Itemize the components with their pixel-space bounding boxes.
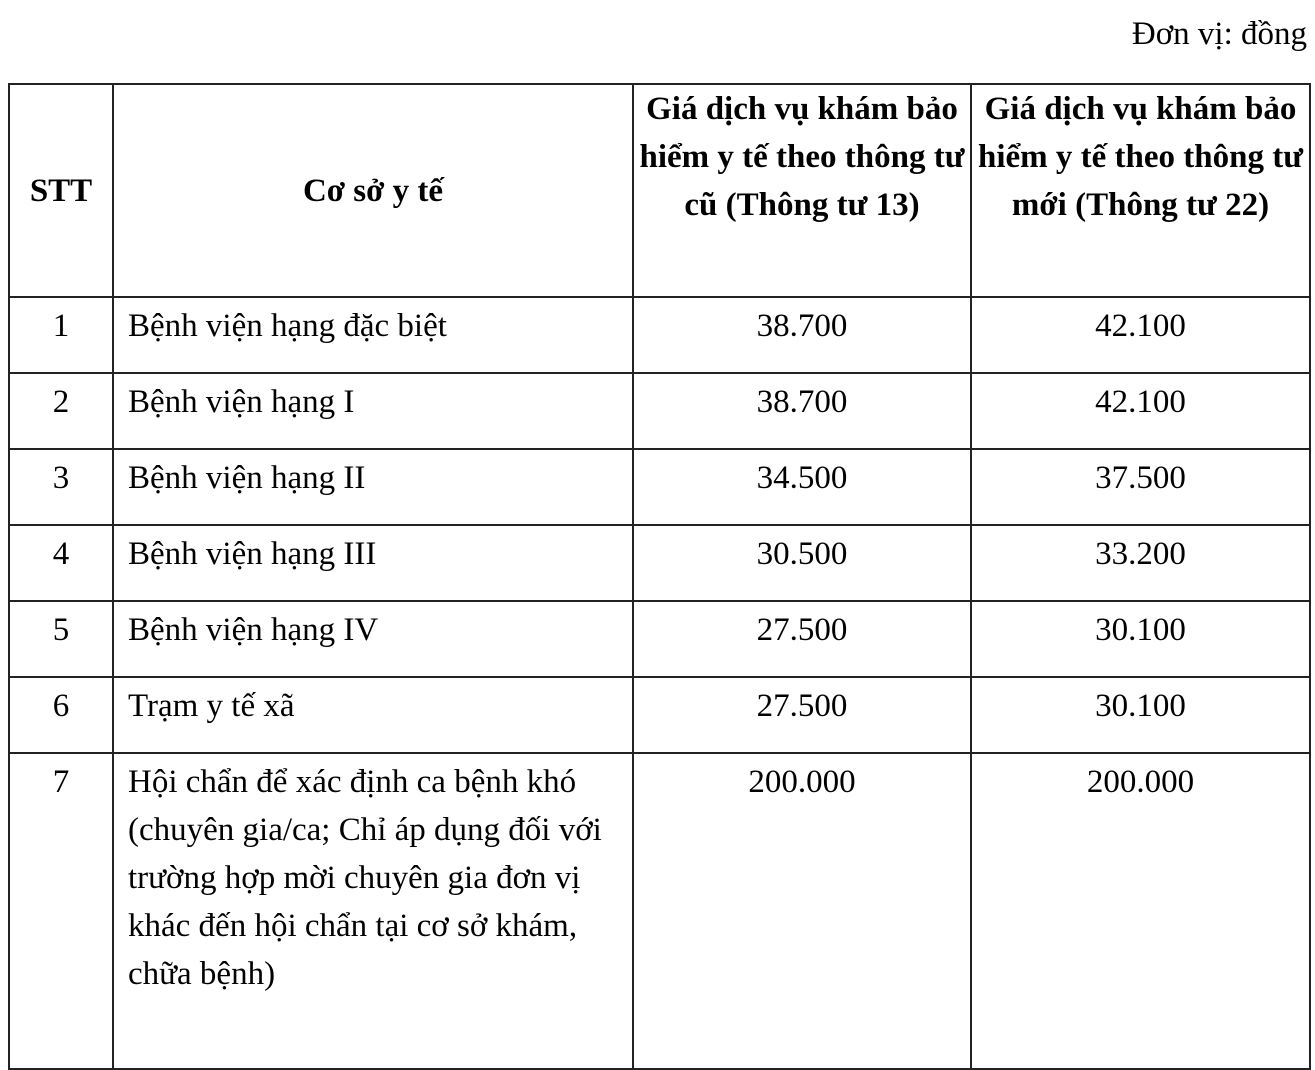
cell-new-price: 42.100 (971, 373, 1310, 449)
header-old-price-text: Giá dịch vụ khám bảo hiểm y tế theo thông tư cũ (Thông tư 13) (639, 91, 965, 223)
table-row (9, 449, 1310, 525)
price-comparison-table (8, 83, 1311, 1070)
cell-facility: Bệnh viện hạng II (113, 449, 633, 525)
cell-facility: Bệnh viện hạng IV (113, 601, 633, 677)
table-row (9, 525, 1310, 601)
cell-facility: Bệnh viện hạng I (113, 373, 633, 449)
cell-stt: 7 (9, 753, 113, 1069)
cell-stt: 2 (9, 373, 113, 449)
cell-new-price: 30.100 (971, 677, 1310, 753)
cell-new-price: 42.100 (971, 297, 1310, 373)
header-facility: Cơ sở y tế (113, 84, 633, 297)
cell-new-price: 37.500 (971, 449, 1310, 525)
cell-stt: 6 (9, 677, 113, 753)
cell-stt: 3 (9, 449, 113, 525)
table-row (9, 373, 1310, 449)
cell-old-price: 200.000 (633, 753, 971, 1069)
cell-stt: 1 (9, 297, 113, 373)
cell-stt: 5 (9, 601, 113, 677)
table-row (9, 601, 1310, 677)
cell-new-price: 33.200 (971, 525, 1310, 601)
cell-old-price: 38.700 (633, 297, 971, 373)
header-new-price (971, 84, 1310, 297)
cell-old-price: 30.500 (633, 525, 971, 601)
cell-old-price: 38.700 (633, 373, 971, 449)
cell-new-price: 30.100 (971, 601, 1310, 677)
header-row (9, 84, 1310, 297)
header-old-price (633, 84, 971, 297)
header-new-price-text: Giá dịch vụ khám bảo hiểm y tế theo thông tư mới (Thông tư 22) (977, 91, 1304, 223)
cell-facility: Bệnh viện hạng III (113, 525, 633, 601)
cell-facility: Trạm y tế xã (113, 677, 633, 753)
cell-old-price: 27.500 (633, 677, 971, 753)
table-row (9, 753, 1310, 1069)
cell-new-price: 200.000 (971, 753, 1310, 1069)
cell-facility: Hội chẩn để xác định ca bệnh khó (chuyên gia/ca; Chỉ áp dụng đối với trường hợp mời chuyên gia đơn vị khác đến hội chẩn tại cơ sở khám, chữa bệnh) (113, 753, 633, 1069)
table-row (9, 677, 1310, 753)
cell-facility: Bệnh viện hạng đặc biệt (113, 297, 633, 373)
header-stt: STT (9, 84, 113, 297)
cell-old-price: 34.500 (633, 449, 971, 525)
cell-old-price: 27.500 (633, 601, 971, 677)
table-row (9, 297, 1310, 373)
unit-label: Đơn vị: đồng (1131, 16, 1307, 52)
cell-stt: 4 (9, 525, 113, 601)
